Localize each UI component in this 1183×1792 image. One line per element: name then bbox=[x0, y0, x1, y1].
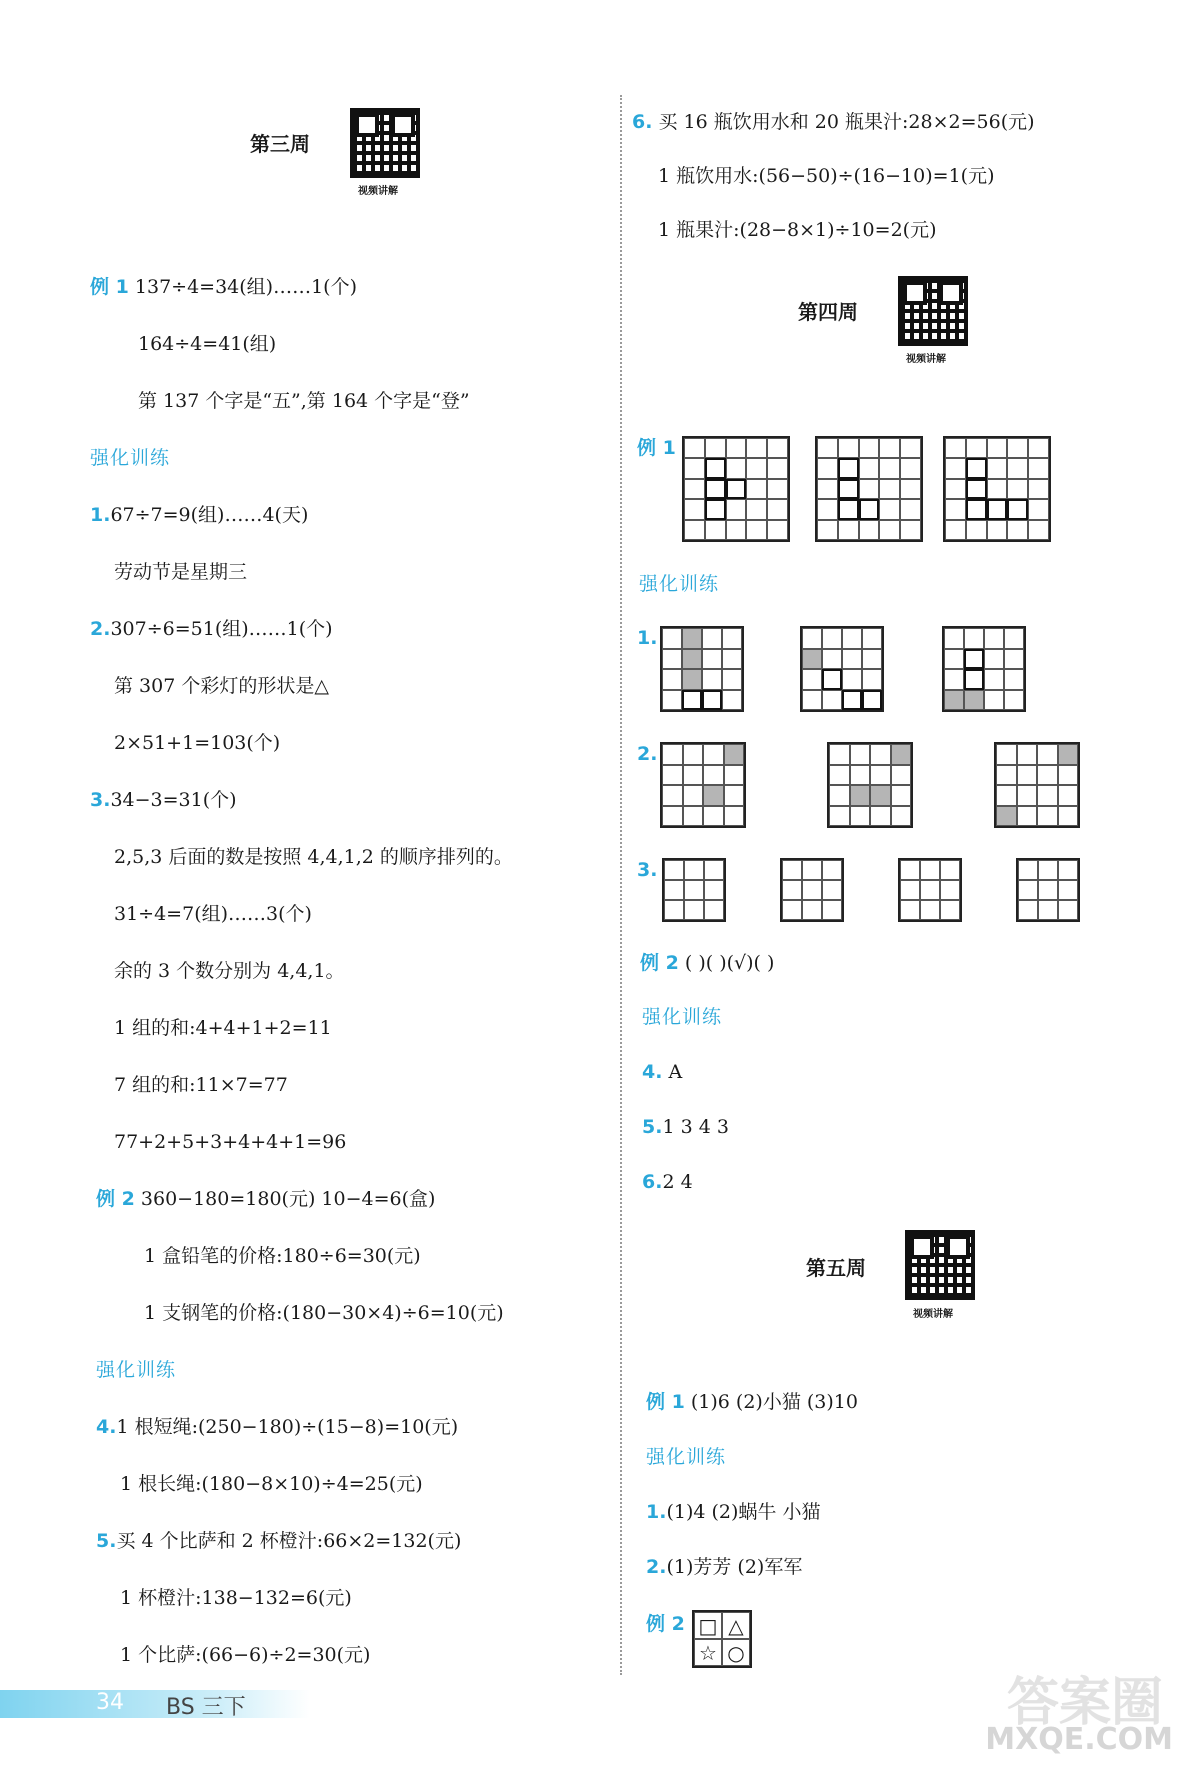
grid-cell bbox=[1038, 900, 1058, 920]
grid-cell bbox=[767, 479, 788, 499]
square-icon: □ bbox=[694, 1612, 722, 1639]
answer-line: 7 组的和:11×7=77 bbox=[114, 1074, 288, 1096]
question-number: 3. bbox=[90, 789, 111, 811]
grid-figure bbox=[662, 858, 726, 922]
question-number: 4. bbox=[642, 1061, 663, 1083]
grid-cell bbox=[724, 744, 745, 765]
grid-cell bbox=[1017, 806, 1038, 827]
answer-line: 余的 3 个数分别为 4,4,1。 bbox=[114, 960, 345, 982]
grid-cell bbox=[662, 669, 682, 690]
example-label: 例 2 bbox=[646, 1613, 685, 1635]
grid-cell bbox=[1004, 669, 1024, 690]
grid-cell bbox=[862, 669, 882, 690]
grid-cell bbox=[662, 806, 683, 827]
grid-cell bbox=[900, 860, 920, 880]
grid-cell bbox=[838, 458, 859, 478]
grid-cell bbox=[682, 649, 702, 670]
watermark-logo: 答案圈 bbox=[1006, 1673, 1163, 1733]
grid-cell bbox=[944, 628, 964, 649]
grid-cell bbox=[705, 499, 726, 519]
grid-cell bbox=[1028, 479, 1049, 499]
grid-cell bbox=[1038, 880, 1058, 900]
grid-cell bbox=[822, 628, 842, 649]
grid-cell bbox=[987, 438, 1008, 458]
grid-cell bbox=[879, 458, 900, 478]
grid-figure bbox=[1016, 858, 1080, 922]
grid-cell bbox=[900, 499, 921, 519]
grid-cell bbox=[829, 744, 850, 765]
grid-cell bbox=[802, 628, 822, 649]
grid-cell bbox=[1004, 649, 1024, 670]
grid-cell bbox=[987, 520, 1008, 540]
grid-cell bbox=[1037, 785, 1058, 806]
qr-code-icon bbox=[905, 1230, 975, 1300]
grid-cell bbox=[891, 806, 912, 827]
grid-cell bbox=[703, 744, 724, 765]
grid-cell bbox=[879, 499, 900, 519]
grid-cell bbox=[822, 860, 842, 880]
grid-cell bbox=[746, 499, 767, 519]
grid-cell bbox=[802, 669, 822, 690]
grid-cell bbox=[684, 880, 704, 900]
grid-cell bbox=[940, 860, 960, 880]
grid-cell bbox=[1017, 744, 1038, 765]
section-heading: 强化训练 bbox=[96, 1359, 177, 1381]
grid-cell bbox=[1058, 806, 1079, 827]
grid-cell bbox=[724, 806, 745, 827]
example-label: 例 2 bbox=[96, 1188, 135, 1210]
answer-line: 买 16 瓶饮用水和 20 瓶果汁:28×2=56(元) bbox=[658, 111, 1035, 133]
grid-cell bbox=[822, 880, 842, 900]
grid-figure bbox=[660, 626, 744, 712]
grid-cell bbox=[1058, 880, 1078, 900]
grid-cell bbox=[705, 479, 726, 499]
week-title: 第三周 bbox=[250, 132, 310, 156]
grid-cell bbox=[870, 765, 891, 786]
grid-cell bbox=[879, 479, 900, 499]
question-number: 2. bbox=[646, 1556, 667, 1578]
grid-cell bbox=[1004, 628, 1024, 649]
grid-cell bbox=[984, 669, 1004, 690]
grid-cell bbox=[1028, 499, 1049, 519]
grid-cell bbox=[842, 628, 862, 649]
grid-cell bbox=[829, 765, 850, 786]
column-divider bbox=[620, 95, 622, 1675]
watermark-url: MXQE.COM bbox=[985, 1722, 1173, 1757]
week-title: 第四周 bbox=[798, 300, 858, 324]
grid-cell bbox=[850, 744, 871, 765]
grid-cell bbox=[683, 785, 704, 806]
answer-line: 2×51+1=103(个) bbox=[114, 732, 281, 754]
grid-cell bbox=[662, 744, 683, 765]
grid-cell bbox=[746, 479, 767, 499]
qr-caption: 视频讲解 bbox=[913, 1309, 953, 1320]
grid-cell bbox=[662, 649, 682, 670]
grid-cell bbox=[984, 628, 1004, 649]
grid-cell bbox=[1018, 880, 1038, 900]
grid-cell bbox=[944, 690, 964, 711]
grid-cell bbox=[662, 785, 683, 806]
grid-cell bbox=[664, 880, 684, 900]
question-number: 6. bbox=[642, 1171, 663, 1193]
grid-cell bbox=[859, 458, 880, 478]
qr-caption: 视频讲解 bbox=[906, 354, 946, 365]
grid-cell bbox=[802, 880, 822, 900]
grid-cell bbox=[782, 880, 802, 900]
answer-line: 1 瓶果汁:(28−8×1)÷10=2(元) bbox=[658, 219, 937, 241]
grid-cell bbox=[703, 806, 724, 827]
grid-cell bbox=[684, 458, 705, 478]
grid-cell bbox=[662, 690, 682, 711]
grid-cell bbox=[966, 438, 987, 458]
grid-cell bbox=[782, 860, 802, 880]
section-heading: 强化训练 bbox=[639, 573, 720, 595]
grid-cell bbox=[802, 900, 822, 920]
grid-cell bbox=[726, 458, 747, 478]
question-number: 1. bbox=[646, 1501, 667, 1523]
shape-grid bbox=[692, 1610, 752, 1668]
grid-figure bbox=[994, 742, 1080, 828]
answer-line: 137÷4=34(组)……1(个) bbox=[134, 276, 357, 298]
grid-cell bbox=[1017, 765, 1038, 786]
grid-cell bbox=[705, 438, 726, 458]
question-number: 1. bbox=[637, 627, 658, 649]
grid-cell bbox=[838, 479, 859, 499]
example-label: 例 1 bbox=[646, 1391, 685, 1413]
grid-cell bbox=[722, 628, 742, 649]
grid-cell bbox=[726, 479, 747, 499]
edition-label: BS 三下 bbox=[166, 1695, 246, 1720]
grid-cell bbox=[702, 690, 722, 711]
grid-cell bbox=[920, 880, 940, 900]
grid-cell bbox=[829, 785, 850, 806]
grid-cell bbox=[767, 438, 788, 458]
grid-cell bbox=[891, 744, 912, 765]
answer-line: 307÷6=51(组)……1(个) bbox=[110, 618, 333, 640]
grid-cell bbox=[817, 520, 838, 540]
grid-cell bbox=[940, 880, 960, 900]
grid-cell bbox=[746, 520, 767, 540]
grid-cell bbox=[920, 900, 940, 920]
answer-line: 2,5,3 后面的数是按照 4,4,1,2 的顺序排列的。 bbox=[114, 846, 513, 868]
answer-line: 360−180=180(元) 10−4=6(盒) bbox=[140, 1188, 436, 1210]
week-title: 第五周 bbox=[806, 1256, 866, 1280]
question-number: 4. bbox=[96, 1416, 117, 1438]
grid-cell bbox=[662, 765, 683, 786]
grid-cell bbox=[920, 860, 940, 880]
grid-cell bbox=[900, 458, 921, 478]
grid-figure bbox=[660, 742, 746, 828]
grid-cell bbox=[703, 765, 724, 786]
grid-cell bbox=[966, 520, 987, 540]
grid-cell bbox=[859, 438, 880, 458]
grid-cell bbox=[862, 649, 882, 670]
grid-cell bbox=[704, 880, 724, 900]
grid-cell bbox=[944, 649, 964, 670]
grid-cell bbox=[1038, 860, 1058, 880]
grid-cell bbox=[1037, 744, 1058, 765]
grid-cell bbox=[1007, 520, 1028, 540]
grid-figure bbox=[942, 626, 1026, 712]
grid-cell bbox=[891, 765, 912, 786]
grid-cell bbox=[1017, 785, 1038, 806]
grid-cell bbox=[891, 785, 912, 806]
answer-line: 164÷4=41(组) bbox=[138, 333, 277, 355]
grid-cell bbox=[964, 628, 984, 649]
grid-cell bbox=[945, 479, 966, 499]
grid-figure bbox=[815, 436, 923, 542]
grid-cell bbox=[900, 438, 921, 458]
answer-line: 2 4 bbox=[662, 1171, 693, 1193]
example-label: 例 1 bbox=[637, 437, 676, 459]
grid-cell bbox=[984, 690, 1004, 711]
grid-cell bbox=[996, 806, 1017, 827]
grid-cell bbox=[822, 900, 842, 920]
grid-cell bbox=[987, 458, 1008, 478]
answer-line: 34−3=31(个) bbox=[110, 789, 237, 811]
answer-line: 第 137 个字是“五”,第 164 个字是“登” bbox=[138, 390, 470, 412]
grid-cell bbox=[822, 669, 842, 690]
grid-cell bbox=[704, 900, 724, 920]
qr-code-icon bbox=[350, 108, 420, 178]
page-number: 34 bbox=[96, 1690, 124, 1715]
grid-cell bbox=[850, 765, 871, 786]
grid-cell bbox=[684, 860, 704, 880]
grid-cell bbox=[966, 499, 987, 519]
grid-cell bbox=[746, 438, 767, 458]
grid-cell bbox=[683, 765, 704, 786]
grid-figure bbox=[943, 436, 1051, 542]
grid-cell bbox=[817, 499, 838, 519]
triangle-icon: △ bbox=[722, 1612, 750, 1639]
grid-cell bbox=[682, 628, 702, 649]
grid-cell bbox=[842, 690, 862, 711]
example-label: 例 1 bbox=[90, 276, 129, 298]
grid-cell bbox=[817, 479, 838, 499]
grid-cell bbox=[767, 499, 788, 519]
section-heading: 强化训练 bbox=[646, 1446, 727, 1468]
grid-figure bbox=[800, 626, 884, 712]
grid-cell bbox=[1058, 765, 1079, 786]
grid-cell bbox=[870, 744, 891, 765]
grid-cell bbox=[722, 649, 742, 670]
grid-cell bbox=[996, 744, 1017, 765]
grid-cell bbox=[664, 900, 684, 920]
question-number: 1. bbox=[90, 504, 111, 526]
grid-cell bbox=[850, 806, 871, 827]
answer-line: (1)4 (2)蜗牛 小猫 bbox=[666, 1501, 821, 1523]
grid-cell bbox=[684, 438, 705, 458]
grid-cell bbox=[838, 499, 859, 519]
grid-cell bbox=[870, 785, 891, 806]
qr-caption: 视频讲解 bbox=[358, 186, 398, 197]
star-icon: ☆ bbox=[694, 1639, 722, 1666]
grid-cell bbox=[1058, 900, 1078, 920]
answer-line: 1 组的和:4+4+1+2=11 bbox=[114, 1017, 332, 1039]
grid-cell bbox=[879, 520, 900, 540]
grid-cell bbox=[822, 649, 842, 670]
grid-cell bbox=[1018, 860, 1038, 880]
question-number: 2. bbox=[90, 618, 111, 640]
grid-cell bbox=[964, 649, 984, 670]
grid-cell bbox=[838, 520, 859, 540]
grid-cell bbox=[722, 690, 742, 711]
grid-cell bbox=[1037, 806, 1058, 827]
grid-cell bbox=[705, 458, 726, 478]
answer-line: 1 3 4 3 bbox=[662, 1116, 729, 1138]
answer-line: 31÷4=7(组)……3(个) bbox=[114, 903, 312, 925]
answer-line: A bbox=[668, 1061, 683, 1083]
grid-cell bbox=[900, 479, 921, 499]
answer-line: (1)6 (2)小猫 (3)10 bbox=[690, 1391, 858, 1413]
grid-cell bbox=[1007, 458, 1028, 478]
grid-cell bbox=[662, 628, 682, 649]
grid-cell bbox=[817, 458, 838, 478]
grid-cell bbox=[945, 438, 966, 458]
grid-cell bbox=[945, 520, 966, 540]
grid-cell bbox=[996, 785, 1017, 806]
grid-cell bbox=[702, 628, 722, 649]
grid-cell bbox=[726, 438, 747, 458]
grid-cell bbox=[944, 669, 964, 690]
circle-icon: ○ bbox=[722, 1639, 750, 1666]
grid-cell bbox=[987, 499, 1008, 519]
question-number: 5. bbox=[642, 1116, 663, 1138]
grid-figure bbox=[780, 858, 844, 922]
grid-cell bbox=[767, 520, 788, 540]
grid-cell bbox=[964, 669, 984, 690]
grid-cell bbox=[682, 669, 702, 690]
grid-cell bbox=[900, 520, 921, 540]
grid-cell bbox=[984, 649, 1004, 670]
grid-cell bbox=[870, 806, 891, 827]
answer-line: 1 根短绳:(250−180)÷(15−8)=10(元) bbox=[116, 1416, 459, 1438]
section-heading: 强化训练 bbox=[642, 1006, 723, 1028]
grid-cell bbox=[684, 900, 704, 920]
example-label: 例 2 bbox=[640, 952, 679, 974]
grid-cell bbox=[726, 520, 747, 540]
grid-cell bbox=[705, 520, 726, 540]
grid-cell bbox=[859, 499, 880, 519]
grid-cell bbox=[724, 785, 745, 806]
grid-cell bbox=[829, 806, 850, 827]
grid-cell bbox=[684, 479, 705, 499]
answer-line: 买 4 个比萨和 2 杯橙汁:66×2=132(元) bbox=[116, 1530, 462, 1552]
question-number: 5. bbox=[96, 1530, 117, 1552]
grid-cell bbox=[1007, 438, 1028, 458]
grid-cell bbox=[862, 628, 882, 649]
answer-line: ( )( )(√)( ) bbox=[684, 952, 775, 974]
grid-cell bbox=[940, 900, 960, 920]
answer-line: 1 支钢笔的价格:(180−30×4)÷6=10(元) bbox=[144, 1302, 504, 1324]
grid-cell bbox=[724, 765, 745, 786]
answer-line: 1 根长绳:(180−8×10)÷4=25(元) bbox=[120, 1473, 423, 1495]
qr-code-icon bbox=[898, 276, 968, 346]
grid-cell bbox=[1028, 438, 1049, 458]
grid-cell bbox=[996, 765, 1017, 786]
grid-cell bbox=[1058, 785, 1079, 806]
grid-cell bbox=[767, 458, 788, 478]
grid-cell bbox=[900, 900, 920, 920]
footer-bar bbox=[0, 1690, 310, 1718]
grid-cell bbox=[702, 649, 722, 670]
grid-cell bbox=[862, 690, 882, 711]
question-number: 6. bbox=[632, 111, 653, 133]
grid-cell bbox=[822, 690, 842, 711]
grid-cell bbox=[817, 438, 838, 458]
grid-cell bbox=[683, 744, 704, 765]
question-number: 3. bbox=[637, 859, 658, 881]
grid-cell bbox=[684, 499, 705, 519]
answer-line: 1 个比萨:(66−6)÷2=30(元) bbox=[120, 1644, 371, 1666]
grid-cell bbox=[987, 479, 1008, 499]
grid-cell bbox=[842, 649, 862, 670]
answer-line: 77+2+5+3+4+4+1=96 bbox=[114, 1131, 347, 1153]
grid-cell bbox=[842, 669, 862, 690]
grid-cell bbox=[683, 806, 704, 827]
grid-cell bbox=[838, 438, 859, 458]
grid-cell bbox=[703, 785, 724, 806]
grid-cell bbox=[684, 520, 705, 540]
section-heading: 强化训练 bbox=[90, 447, 171, 469]
grid-cell bbox=[1018, 900, 1038, 920]
answer-line: 第 307 个彩灯的形状是△ bbox=[114, 675, 329, 697]
answer-line: 1 瓶饮用水:(56−50)÷(16−10)=1(元) bbox=[658, 165, 995, 187]
grid-cell bbox=[859, 520, 880, 540]
grid-cell bbox=[664, 860, 684, 880]
grid-cell bbox=[850, 785, 871, 806]
grid-cell bbox=[879, 438, 900, 458]
grid-cell bbox=[1058, 860, 1078, 880]
grid-cell bbox=[1028, 520, 1049, 540]
answer-line: (1)芳芳 (2)军军 bbox=[666, 1556, 803, 1578]
question-number: 2. bbox=[637, 743, 658, 765]
grid-figure bbox=[827, 742, 913, 828]
grid-cell bbox=[966, 479, 987, 499]
grid-cell bbox=[726, 499, 747, 519]
grid-cell bbox=[802, 690, 822, 711]
grid-cell bbox=[900, 880, 920, 900]
answer-line: 67÷7=9(组)……4(天) bbox=[110, 504, 309, 526]
grid-cell bbox=[802, 649, 822, 670]
grid-cell bbox=[782, 900, 802, 920]
grid-cell bbox=[1058, 744, 1079, 765]
grid-cell bbox=[702, 669, 722, 690]
grid-figure bbox=[898, 858, 962, 922]
grid-cell bbox=[746, 458, 767, 478]
answer-line: 劳动节是星期三 bbox=[114, 561, 248, 583]
grid-figure bbox=[682, 436, 790, 542]
answer-line: 1 盒铅笔的价格:180÷6=30(元) bbox=[144, 1245, 421, 1267]
grid-cell bbox=[802, 860, 822, 880]
grid-cell bbox=[945, 499, 966, 519]
grid-cell bbox=[1007, 479, 1028, 499]
grid-cell bbox=[1007, 499, 1028, 519]
grid-cell bbox=[682, 690, 702, 711]
grid-cell bbox=[964, 690, 984, 711]
grid-cell bbox=[1028, 458, 1049, 478]
grid-cell bbox=[1037, 765, 1058, 786]
grid-cell bbox=[722, 669, 742, 690]
grid-cell bbox=[704, 860, 724, 880]
grid-cell bbox=[966, 458, 987, 478]
grid-cell bbox=[1004, 690, 1024, 711]
answer-line: 1 杯橙汁:138−132=6(元) bbox=[120, 1587, 352, 1609]
grid-cell bbox=[859, 479, 880, 499]
grid-cell bbox=[945, 458, 966, 478]
